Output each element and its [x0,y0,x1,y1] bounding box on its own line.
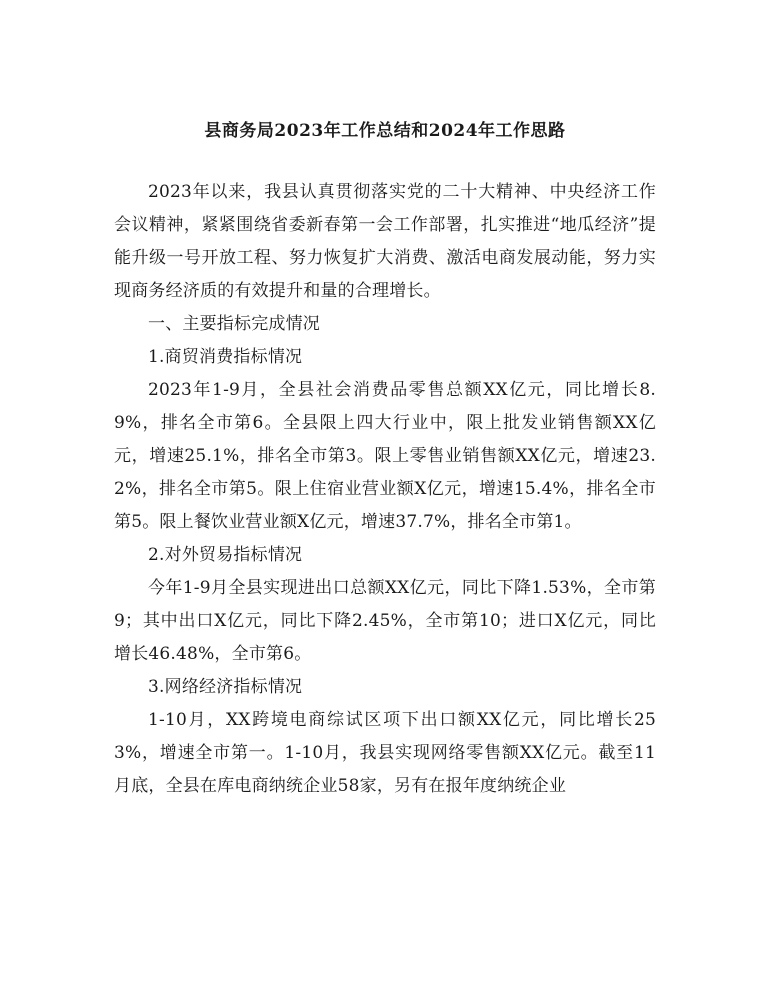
online-economy-paragraph: 1-10月，XX跨境电商综试区项下出口额XX亿元，同比增长253%，增速全市第一。1-10月，我县实现网络零售额XX亿元。截至11月底，全县在库电商纳统企业58家，另有在报年度纳统企业 [114,710,656,796]
subheading-consumption: 1.商贸消费指标情况 [148,347,303,367]
document-title: 县商务局2023年工作总结和2024年工作思路 [204,121,566,141]
document-body [114,176,656,803]
consumption-paragraph: 2023年1-9月，全县社会消费品零售总额XX亿元，同比增长8.9%，排名全市第6。全县限上四大行业中，限上批发业销售额XX亿元，增速25.1%，排名全市第3。限上零售业销售额XX亿元，增速23.2%，排名全市第5。限上住宿业营业额X亿元，增速15.4%，排名全市第5。限上餐饮业营业额X亿元，增速37.7%，排名全市第1。 [114,380,656,532]
intro-paragraph: 2023年以来，我县认真贯彻落实党的二十大精神、中央经济工作会议精神，紧紧围绕省委新春第一会工作部署，扎实推进“地瓜经济”提能升级一号开放工程、努力恢复扩大消费、激活电商发展动能，努力实现商务经济质的有效提升和量的合理增长。 [114,182,656,301]
foreign-trade-paragraph: 今年1-9月全县实现进出口总额XX亿元，同比下降1.53%，全市第9；其中出口X亿元，同比下降2.45%，全市第10；进口X亿元，同比增长46.48%，全市第6。 [114,578,656,664]
subheading-foreign-trade: 2.对外贸易指标情况 [148,545,303,565]
subheading-online-economy: 3.网络经济指标情况 [148,677,303,697]
section-heading-main-indicators: 一、主要指标完成情况 [148,314,320,334]
